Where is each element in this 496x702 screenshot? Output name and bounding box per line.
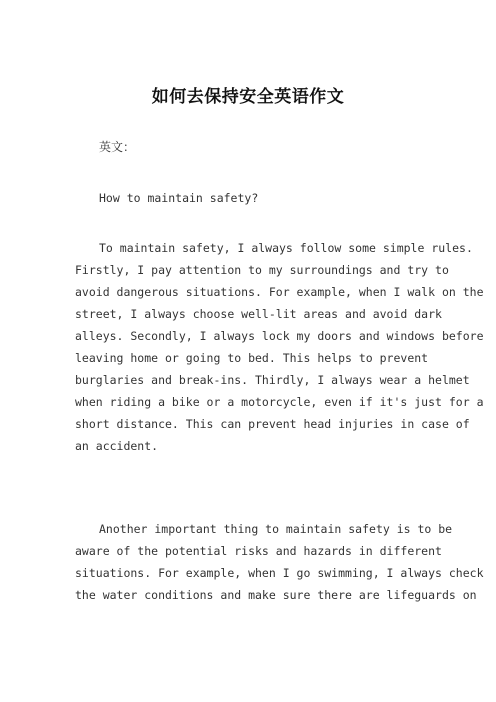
essay-heading: How to maintain safety?	[99, 191, 259, 205]
section-label: 英文：	[99, 140, 136, 154]
paragraph-line: avoid dangerous situations. For example, when I walk on the	[75, 285, 484, 299]
paragraph-1	[75, 237, 484, 457]
paragraph-2	[75, 518, 484, 606]
paragraph-line: Another important thing to maintain safety is to be	[99, 522, 453, 536]
paragraph-line: leaving home or going to bed. This helps to prevent	[75, 351, 429, 365]
paragraph-line: aware of the potential risks and hazards in different	[75, 544, 442, 558]
paragraph-line: Firstly, I pay attention to my surroundings and try to	[75, 263, 449, 277]
paragraph-line: short distance. This can prevent head injuries in case of	[75, 417, 470, 431]
paragraph-line: the water conditions and make sure there are lifeguards on	[75, 588, 477, 602]
document-title: 如何去保持安全英语作文	[151, 87, 345, 107]
paragraph-line: To maintain safety, I always follow some simple rules.	[99, 241, 473, 255]
paragraph-line: alleys. Secondly, I always lock my doors and windows before	[75, 329, 484, 343]
paragraph-line: when riding a bike or a motorcycle, even if it's just for a	[75, 395, 484, 409]
paragraph-line: street, I always choose well-lit areas and avoid dark	[75, 307, 442, 321]
paragraph-line: an accident.	[75, 439, 159, 453]
paragraph-line: situations. For example, when I go swimming, I always check	[75, 566, 484, 580]
paragraph-line: burglaries and break-ins. Thirdly, I always wear a helmet	[75, 373, 470, 387]
